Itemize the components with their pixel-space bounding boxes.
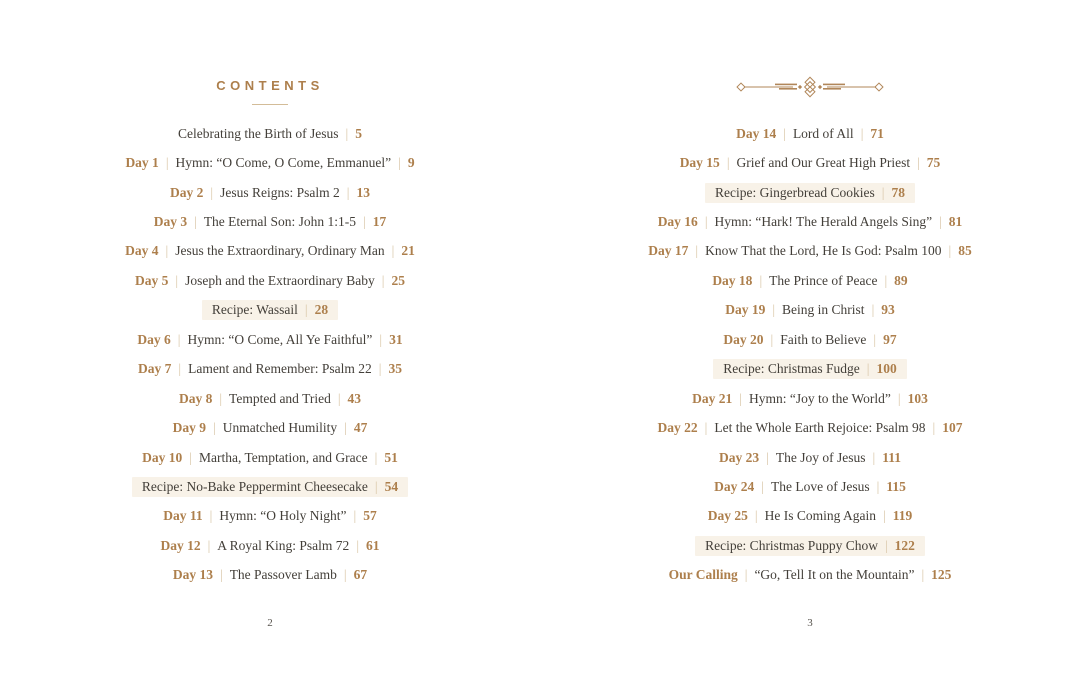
entry-separator: | (177, 331, 181, 347)
entry-separator: | (759, 272, 763, 288)
left-toc-entries (0, 119, 540, 590)
toc-entry (540, 384, 1080, 413)
toc-entry (540, 443, 1080, 472)
toc-entry (540, 237, 1080, 266)
entry-title: Recipe: No-Bake Peppermint Cheesecake (141, 478, 368, 494)
entry-line (719, 448, 901, 468)
entry-separator: | (304, 302, 308, 318)
entry-page-number: 100 (876, 361, 897, 377)
entry-line (132, 477, 408, 497)
entry-page-number: 5 (355, 125, 362, 141)
entry-title: Faith to Believe (780, 331, 867, 347)
toc-entry (0, 355, 540, 384)
entry-day-label: Day 12 (160, 537, 201, 553)
knot-divider-icon (735, 76, 885, 98)
entry-separator: | (872, 449, 876, 465)
entry-title: The Eternal Son: John 1:1-5 (203, 214, 357, 230)
entry-day-label: Day 5 (135, 272, 169, 288)
entry-line (142, 448, 398, 468)
entry-page-number: 57 (363, 508, 377, 524)
entry-separator: | (921, 567, 925, 583)
entry-title: Hymn: “Joy to the World” (748, 390, 891, 406)
right-toc-entries (540, 119, 1080, 590)
toc-entry (0, 443, 540, 472)
entry-separator: | (210, 184, 214, 200)
entry-day-label: Day 20 (723, 331, 764, 347)
entry-separator: | (860, 125, 864, 141)
toc-entry-recipe (540, 355, 1080, 384)
entry-separator: | (761, 478, 764, 494)
entry-separator: | (219, 567, 223, 583)
entry-separator: | (209, 508, 213, 524)
entry-page-number: 43 (347, 390, 362, 406)
entry-line (178, 124, 362, 144)
entry-page-number: 81 (948, 214, 963, 230)
entry-separator: | (374, 478, 378, 494)
entry-page-number: 119 (892, 508, 913, 524)
entry-page-number: 61 (366, 537, 380, 553)
entry-separator: | (744, 567, 748, 583)
entry-day-label: Day 16 (657, 214, 698, 230)
entry-day-label: Day 13 (172, 567, 213, 583)
entry-line (173, 418, 368, 438)
toc-entry (540, 148, 1080, 177)
entry-separator: | (356, 537, 360, 553)
entry-line (154, 212, 387, 232)
entry-line (163, 506, 376, 526)
toc-entry (540, 207, 1080, 236)
entry-page-number: 47 (353, 420, 368, 436)
toc-entry (540, 296, 1080, 325)
entry-line (648, 241, 971, 261)
entry-separator: | (337, 390, 341, 406)
entry-line (723, 330, 896, 350)
entry-title: A Royal King: Psalm 72 (217, 537, 350, 553)
entry-separator: | (754, 508, 758, 524)
entry-line (725, 300, 895, 320)
toc-entry (0, 237, 540, 266)
toc-entry (0, 531, 540, 560)
entry-separator: | (783, 125, 786, 141)
entry-title: Unmatched Humility (222, 420, 338, 436)
entry-title: Lord of All (792, 125, 854, 141)
entry-title: Hymn: “O Come, O Come, Emmanuel” (175, 155, 392, 171)
entry-separator: | (948, 243, 952, 259)
entry-title: He Is Coming Again (764, 508, 876, 524)
entry-separator: | (346, 184, 350, 200)
entry-page-number: 28 (314, 302, 329, 318)
entry-page-number: 13 (356, 184, 370, 200)
entry-separator: | (343, 567, 347, 583)
entry-separator: | (189, 449, 192, 465)
entry-line (692, 389, 928, 409)
entry-line (125, 153, 414, 173)
entry-line (695, 536, 925, 556)
entry-page-number: 25 (391, 272, 405, 288)
entry-title: The Joy of Jesus (775, 449, 866, 465)
entry-page-number: 111 (882, 449, 901, 465)
entry-page-number: 122 (894, 537, 915, 553)
entry-separator: | (344, 420, 347, 436)
toc-entry (540, 561, 1080, 590)
entry-page-number: 35 (388, 361, 402, 377)
entry-line (173, 565, 367, 585)
entry-separator: | (165, 155, 169, 171)
entry-day-label: Day 6 (137, 331, 171, 347)
entry-page-number: 103 (907, 390, 928, 406)
toc-entry (540, 413, 1080, 442)
entry-day-label: Day 24 (714, 478, 755, 494)
entry-day-label: Day 18 (712, 272, 753, 288)
toc-entry (0, 266, 540, 295)
entry-separator: | (219, 390, 223, 406)
entry-title: Hymn: “Hark! The Herald Angels Sing” (714, 214, 933, 230)
entry-separator: | (213, 420, 216, 436)
entry-title: Hymn: “O Come, All Ye Faithful” (187, 331, 373, 347)
entry-page-number: 75 (926, 155, 941, 171)
entry-day-label: Day 23 (719, 449, 760, 465)
entry-day-label: Day 4 (125, 243, 159, 259)
entry-title: Martha, Temptation, and Grace (199, 449, 368, 465)
entry-separator: | (866, 361, 870, 377)
entry-separator: | (704, 214, 708, 230)
entry-separator: | (178, 361, 182, 377)
entry-title: Tempted and Tried (229, 390, 331, 406)
entry-page-number: 9 (407, 155, 415, 171)
entry-day-label: Day 25 (707, 508, 748, 524)
left-folio: 2 (267, 617, 273, 629)
entry-separator: | (391, 243, 395, 259)
entry-separator: | (726, 155, 730, 171)
entry-title: Grief and Our Great High Priest (736, 155, 911, 171)
entry-line (658, 212, 963, 232)
entry-separator: | (884, 537, 888, 553)
entry-separator: | (165, 243, 169, 259)
entry-separator: | (884, 272, 888, 288)
entry-separator: | (695, 243, 699, 259)
entry-line (179, 389, 361, 409)
entry-day-label: Day 9 (172, 420, 207, 436)
right-folio: 3 (807, 617, 813, 629)
toc-entry (0, 148, 540, 177)
entry-separator: | (363, 214, 366, 230)
entry-page-number: 85 (958, 243, 972, 259)
entry-line (736, 124, 884, 144)
toc-entry (0, 413, 540, 442)
entry-separator: | (379, 331, 383, 347)
entry-page-number: 51 (384, 449, 398, 465)
entry-line (170, 183, 370, 203)
entry-separator: | (378, 361, 382, 377)
entry-page-number: 97 (883, 331, 897, 347)
entry-title: The Passover Lamb (229, 567, 337, 583)
entry-line (202, 300, 338, 320)
entry-separator: | (374, 449, 378, 465)
entry-title: Recipe: Gingerbread Cookies (715, 184, 875, 200)
entry-line (708, 506, 912, 526)
entry-day-label: Day 15 (679, 155, 720, 171)
entry-day-label: Day 11 (163, 508, 203, 524)
entry-separator: | (871, 302, 875, 318)
entry-title: Hymn: “O Holy Night” (219, 508, 347, 524)
entry-separator: | (770, 331, 774, 347)
entry-day-label: Day 21 (692, 390, 733, 406)
entry-page-number: 78 (891, 184, 905, 200)
toc-entry (0, 502, 540, 531)
entry-page-number: 89 (894, 272, 908, 288)
entry-separator: | (876, 478, 880, 494)
entry-separator: | (873, 331, 877, 347)
heading-rule (252, 104, 288, 105)
toc-entry-recipe (0, 296, 540, 325)
toc-entry (0, 119, 540, 148)
entry-line (713, 359, 906, 379)
entry-day-label: Day 17 (648, 243, 689, 259)
right-page (540, 0, 1080, 673)
toc-entry (540, 325, 1080, 354)
entry-separator: | (353, 508, 357, 524)
entry-title: The Love of Jesus (771, 478, 870, 494)
entry-day-label: Day 10 (142, 449, 183, 465)
entry-page-number: 125 (931, 567, 952, 583)
entry-day-label: Our Calling (668, 567, 738, 583)
entry-page-number: 93 (881, 302, 895, 318)
entry-line (712, 271, 907, 291)
entry-separator: | (704, 420, 708, 436)
entry-day-label: Day 3 (153, 214, 188, 230)
toc-entry (540, 502, 1080, 531)
entry-separator: | (739, 390, 742, 406)
entry-line (137, 330, 402, 350)
entry-day-label: Day 8 (178, 390, 213, 406)
entry-day-label: Day 14 (736, 125, 777, 141)
entry-line (160, 536, 379, 556)
entry-line (714, 477, 906, 497)
entry-title: Joseph and the Extraordinary Baby (185, 272, 375, 288)
entry-separator: | (939, 214, 942, 230)
entry-page-number: 67 (353, 567, 368, 583)
toc-entry (540, 266, 1080, 295)
entry-separator: | (917, 155, 920, 171)
entry-separator: | (381, 272, 385, 288)
entry-line (125, 241, 415, 261)
toc-entry (0, 325, 540, 354)
toc-entry (0, 178, 540, 207)
entry-day-label: Day 1 (125, 155, 159, 171)
entry-page-number: 115 (886, 478, 906, 494)
entry-title: Recipe: Christmas Fudge (723, 361, 860, 377)
entry-line (705, 183, 915, 203)
entry-separator: | (932, 420, 936, 436)
toc-entry (540, 472, 1080, 501)
entry-page-number: 54 (384, 478, 399, 494)
entry-page-number: 21 (401, 243, 415, 259)
entry-title: Being in Christ (782, 302, 865, 318)
entry-separator: | (398, 155, 401, 171)
entry-line (135, 271, 405, 291)
entry-title: Know That the Lord, He Is God: Psalm 100 (705, 243, 942, 259)
toc-entry (0, 561, 540, 590)
entry-page-number: 71 (870, 125, 884, 141)
entry-line (138, 359, 402, 379)
contents-heading: CONTENTS (216, 78, 324, 93)
entry-separator: | (897, 390, 901, 406)
entry-day-label: Day 7 (138, 361, 172, 377)
entry-day-label: Day 2 (170, 184, 204, 200)
entry-separator: | (881, 184, 885, 200)
entry-line (680, 153, 941, 173)
toc-entry (0, 207, 540, 236)
entry-separator: | (882, 508, 886, 524)
entry-page-number: 31 (389, 331, 403, 347)
entry-separator: | (772, 302, 776, 318)
entry-title: “Go, Tell It on the Mountain” (754, 567, 915, 583)
entry-title: Recipe: Wassail (211, 302, 298, 318)
entry-title: Recipe: Christmas Puppy Chow (705, 537, 878, 553)
entry-title: The Prince of Peace (769, 272, 878, 288)
entry-title: Jesus the Extraordinary, Ordinary Man (175, 243, 385, 259)
entry-page-number: 17 (372, 214, 387, 230)
entry-title: Celebrating the Birth of Jesus (178, 125, 339, 141)
entry-separator: | (194, 214, 197, 230)
entry-day-label: Day 19 (725, 302, 766, 318)
toc-entry-recipe (0, 472, 540, 501)
entry-line (669, 565, 952, 585)
entry-separator: | (766, 449, 769, 465)
toc-entry (540, 119, 1080, 148)
entry-title: Lament and Remember: Psalm 22 (188, 361, 372, 377)
entry-page-number: 107 (942, 420, 963, 436)
entry-separator: | (345, 125, 349, 141)
entry-separator: | (207, 537, 211, 553)
entry-day-label: Day 22 (657, 420, 698, 436)
toc-entry (0, 384, 540, 413)
entry-line (658, 418, 963, 438)
entry-title: Jesus Reigns: Psalm 2 (220, 184, 340, 200)
toc-entry-recipe (540, 178, 1080, 207)
entry-title: Let the Whole Earth Rejoice: Psalm 98 (714, 420, 926, 436)
entry-separator: | (175, 272, 179, 288)
toc-entry-recipe (540, 531, 1080, 560)
